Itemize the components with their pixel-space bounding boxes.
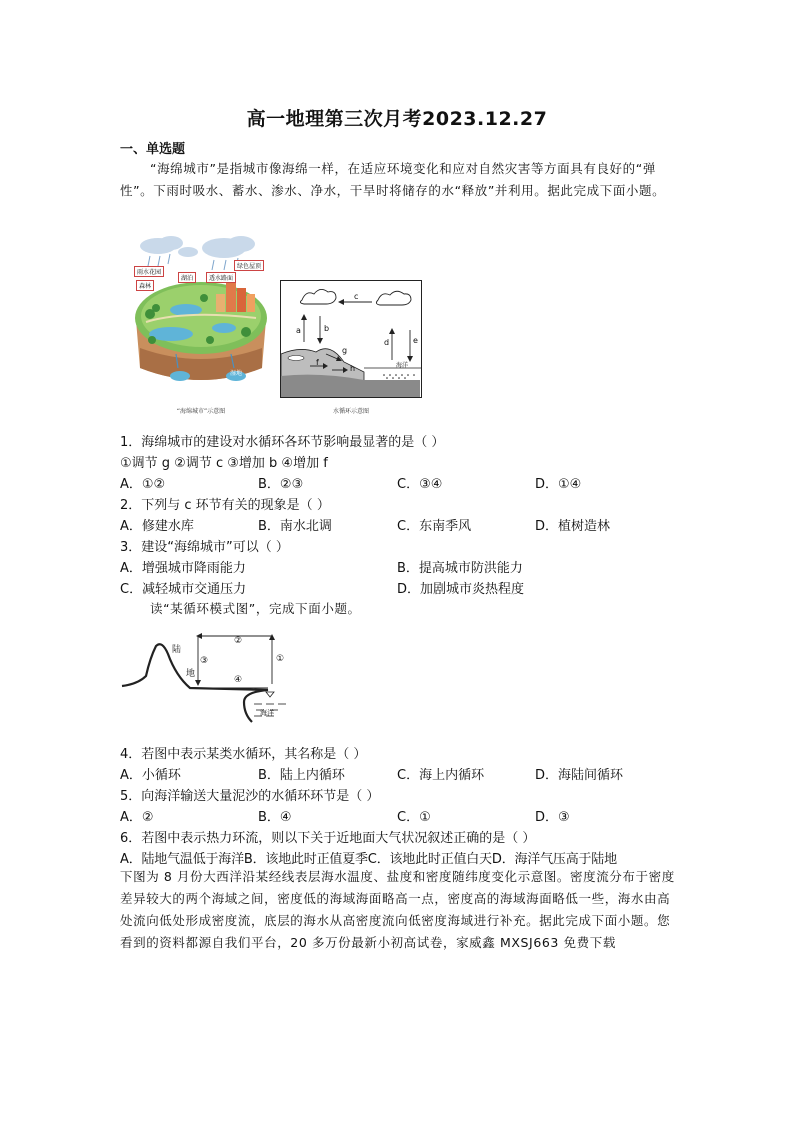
q3-option-a[interactable]: A．增强城市降雨能力 bbox=[120, 561, 246, 576]
circle-label-2: ② bbox=[234, 636, 243, 646]
q2-option-d[interactable]: D．植树造林 bbox=[535, 519, 611, 534]
sea-label-2: 海洋 bbox=[260, 709, 274, 717]
q5-stem: 5．向海洋输送大量泥沙的水循环环节是（ ） bbox=[120, 789, 380, 804]
q4-stem: 4．若图中表示某类水循环，其名称是（ ） bbox=[120, 747, 367, 762]
letter-d: d bbox=[384, 338, 390, 347]
q4-option-b[interactable]: B．陆上内循环 bbox=[258, 768, 345, 783]
q1-option-c[interactable]: C．③④ bbox=[397, 477, 443, 492]
label-permeable-pavement: 透水路面 bbox=[206, 272, 236, 283]
letter-g: g bbox=[342, 346, 348, 355]
cycle-pattern-diagram bbox=[120, 630, 310, 730]
intro-paragraph-1 bbox=[120, 158, 680, 202]
land-char-2: 地 bbox=[186, 669, 196, 679]
q5-option-a[interactable]: A．② bbox=[120, 810, 154, 825]
letter-a: a bbox=[296, 326, 301, 335]
circle-label-4: ④ bbox=[234, 675, 243, 685]
q1-option-d[interactable]: D．①④ bbox=[535, 477, 582, 492]
label-green-roof: 绿色屋顶 bbox=[234, 260, 264, 271]
q3-option-d[interactable]: D．加剧城市炎热程度 bbox=[397, 582, 525, 597]
q3-option-b[interactable]: B．提高城市防洪能力 bbox=[397, 561, 523, 576]
section-heading: 一、单选题 bbox=[120, 142, 186, 157]
page-title: 高一地理第三次月考2023.12.27 bbox=[246, 108, 548, 130]
label-lake: 湖泊 bbox=[178, 272, 196, 283]
q4-option-d[interactable]: D．海陆间循环 bbox=[535, 768, 624, 783]
q3-stem: 3．建设“海绵城市”可以（ ） bbox=[120, 540, 289, 555]
letter-b: b bbox=[324, 324, 330, 333]
circle-label-1: ① bbox=[276, 654, 285, 664]
intro-2-text: 读“某循环模式图”，完成下面小题。 bbox=[150, 601, 361, 616]
letter-h: h bbox=[350, 364, 356, 373]
q3-option-c[interactable]: C．减轻城市交通压力 bbox=[120, 582, 247, 597]
sea-label: 海洋 bbox=[396, 362, 409, 369]
q2-option-a[interactable]: A．修建水库 bbox=[120, 519, 194, 534]
sponge-city-caption: “海绵城市”示意图 bbox=[176, 408, 226, 415]
water-cycle-figure bbox=[280, 280, 422, 416]
q5-option-c[interactable]: C．① bbox=[397, 810, 431, 825]
q2-option-c[interactable]: C．东南季风 bbox=[397, 519, 472, 534]
q1-option-b[interactable]: B．②③ bbox=[258, 477, 304, 492]
q1-option-a[interactable]: A．①② bbox=[120, 477, 166, 492]
intro-1-text: “海绵城市”是指城市像海绵一样，在适应环境变化和应对自然灾害等方面具有良好的“弹性”。下雨时吸水、蓄水、渗水、净水，干旱时将储存的水“释放”并利用。据此完成下面小题。 bbox=[120, 161, 666, 198]
cycle-pattern-figure bbox=[120, 630, 310, 730]
water-cycle-diagram bbox=[280, 280, 422, 400]
label-rain-garden: 雨水花园 bbox=[134, 266, 164, 277]
q4-option-c[interactable]: C．海上内循环 bbox=[397, 768, 485, 783]
q2-stem: 2．下列与 c 环节有关的现象是（ ） bbox=[120, 498, 330, 513]
q1-stem: 1．海绵城市的建设对水循环各环节影响最显著的是（ ） bbox=[120, 435, 445, 450]
land-char-1: 陆 bbox=[172, 645, 182, 655]
letter-e: e bbox=[413, 336, 418, 345]
q2-option-b[interactable]: B．南水北调 bbox=[258, 519, 332, 534]
label-forest: 森林 bbox=[136, 280, 154, 291]
circle-label-3: ③ bbox=[200, 656, 209, 666]
label-wetland: 湿地 bbox=[230, 370, 243, 377]
sponge-city-figure bbox=[126, 236, 276, 416]
letter-f: f bbox=[316, 358, 319, 367]
q6-stem: 6．若图中表示热力环流，则以下关于近地面大气状况叙述正确的是（ ） bbox=[120, 831, 536, 846]
q5-option-b[interactable]: B．④ bbox=[258, 810, 292, 825]
intro-paragraph-3: 下图为 8 月份大西洋沿某经线表层海水温度、盐度和密度随纬度变化示意图。密度流分布于密度差异较大的两个海域之间，密度低的海域海面略高一点，密度高的海域海面略低一些，海水由高处流向低处形成密度流，底层的海水从高密度流向低密度海域进行补充。据此完成下面小题。您看到的资料都源自我们平台，20 多万份最新小初高试卷，家威鑫 MXSJ663 免费下载 bbox=[120, 869, 675, 950]
intro-paragraph-2 bbox=[120, 598, 680, 620]
q5-option-d[interactable]: D．③ bbox=[535, 810, 570, 825]
letter-c: c bbox=[354, 292, 359, 301]
q6-options[interactable]: A．陆地气温低于海洋B．该地此时正值夏季C．该地此时正值白天D．海洋气压高于陆地 bbox=[120, 852, 617, 867]
q1-items: ①调节 g ②调节 c ③增加 b ④增加 f bbox=[120, 456, 328, 471]
water-cycle-caption: 水循环示意图 bbox=[332, 408, 369, 415]
q4-option-a[interactable]: A．小循环 bbox=[120, 768, 181, 783]
